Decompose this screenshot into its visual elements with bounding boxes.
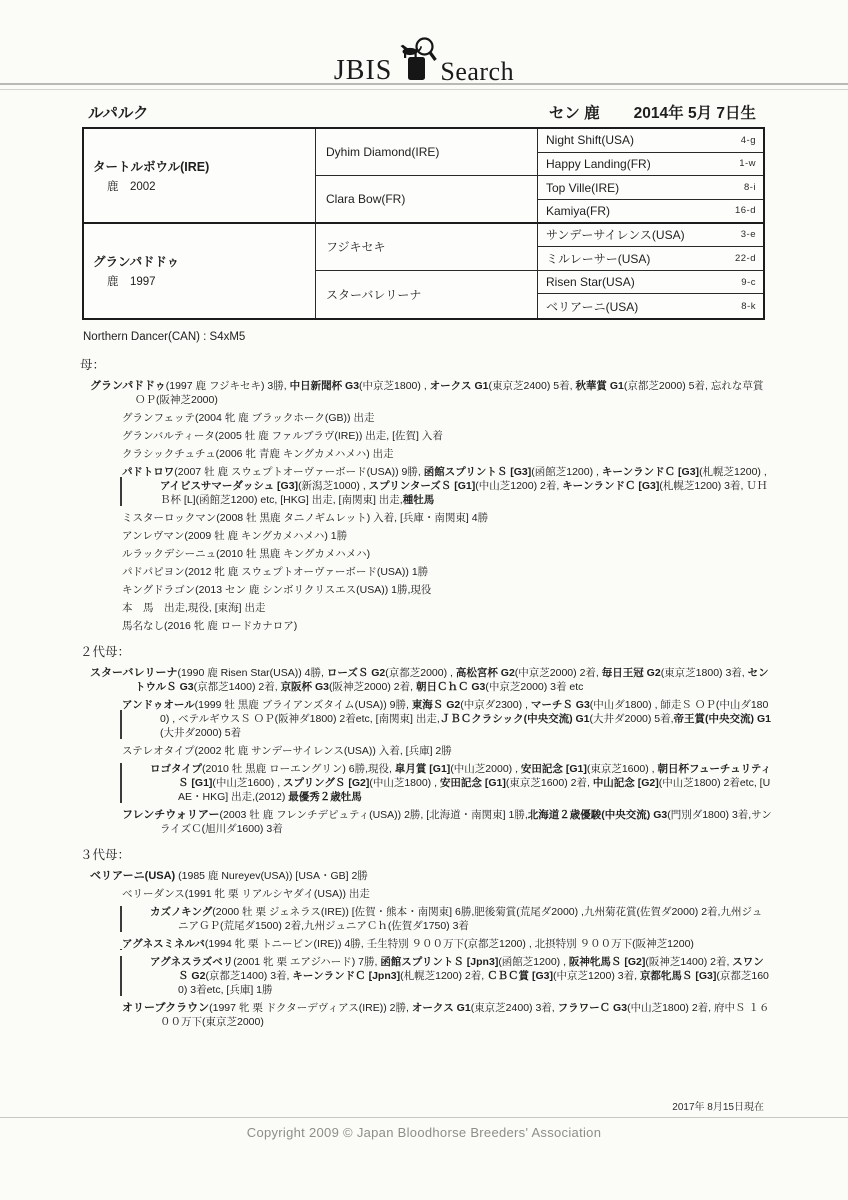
highlighted-text: 秋華賞 G1	[575, 380, 624, 392]
highlighted-text: 安田記念 [G1]	[439, 777, 506, 789]
jbis-search-logo	[0, 36, 848, 85]
entry-text: (阪神芝2000) 2着,	[329, 681, 416, 693]
highlighted-text: セントウルＳ G3	[135, 667, 769, 693]
highlighted-text: 帝王賞(中央交流) G1	[673, 713, 771, 725]
pedigree-entry	[76, 583, 772, 597]
pedigree-entry	[76, 762, 772, 804]
family-number: 1-w	[739, 158, 756, 170]
highlighted-text: フラワーＣ G3	[557, 1002, 628, 1014]
grandsire-cell	[315, 224, 537, 271]
entry-text: (中山芝1800) ,	[369, 777, 440, 789]
entry-text: (新潟芝1000) ,	[298, 480, 369, 492]
highlighted-text: 函館スプリントＳ [Jpn3]	[380, 956, 499, 968]
entry-text: (2000 牡 栗 ジェネラス(IRE)) [佐賀・熊本・南関東] 6勝,肥後菊賞(荒尾ダ2000) ,九州菊花賞(佐賀ダ2000) 2着,九州ジュニアＧＰ(荒尾ダ1500) 2着,九州ジュニアＣｈ(佐賀ダ1750) 3着	[178, 906, 763, 932]
highlighted-text: スプリンターズＳ [G1]	[368, 480, 476, 492]
entry-text: (東京芝1600) 2着,	[505, 777, 593, 789]
highlighted-text: 毎日王冠 G2	[601, 667, 661, 679]
highlighted-text: 中日新聞杯 G3	[289, 380, 360, 392]
header-divider	[0, 83, 848, 90]
highlighted-text: グランパドドゥ	[90, 380, 166, 392]
pedigree-entry	[76, 547, 772, 561]
pedigree-entry	[76, 905, 772, 933]
family-number: 9-c	[741, 276, 756, 288]
highlighted-text: フレンチウォリアー	[122, 809, 220, 821]
entry-text: (1997 牝 栗 ドクターデヴィアス(IRE)) 2勝,	[209, 1002, 412, 1014]
entry-text: グランフェッテ(2004 牝 鹿 ブラックホーク(GB)) 出走	[122, 412, 375, 424]
family-number: 4-g	[740, 134, 756, 146]
horse-magnifier-bucket-icon	[395, 36, 439, 87]
granddam-cell	[315, 176, 537, 223]
tree-connector-line	[120, 949, 122, 950]
granddam-name: スターバレリーナ	[326, 287, 422, 302]
entry-text: グランバルティータ(2005 牡 鹿 ファルブラヴ(IRE)) 出走, [佐賀] 入着	[122, 430, 443, 442]
entry-text: (中京芝1800) ,	[359, 380, 430, 392]
tree-connector-line	[120, 710, 122, 739]
highlighted-text: 阪神牝馬Ｓ [G2]	[568, 956, 646, 968]
highlighted-text: 最優秀２歳牡馬	[288, 791, 362, 803]
entry-text: (大井ダ2000) 5着,	[589, 713, 674, 725]
entry-text: (中京ダ2300) ,	[460, 699, 531, 711]
pedigree-entry	[76, 565, 772, 579]
highlighted-text: スワンＳ G2	[178, 956, 764, 982]
sire-name: タートルボウル(IRE)	[93, 159, 210, 174]
entry-text: クラシックチュチュ(2006 牝 青鹿 キングカメハメハ) 出走	[122, 448, 394, 460]
highlighted-text: 函館スプリントＳ [G3]	[423, 466, 532, 478]
entry-text: (中山ダ1800) , 師走Ｓ ＯＰ(中山ダ1800) , ベテルギウスＳ ＯＰ(阪神ダ1800) 2着etc, [南関東] 出走,	[160, 699, 769, 725]
entry-text: (東京芝1800) 3着,	[660, 667, 748, 679]
section-heading: ３代母：	[80, 848, 131, 862]
birth-date: 2014年 5月 7日生	[633, 105, 756, 122]
entry-text: (京都芝1400) 3着,	[205, 970, 293, 982]
entry-text: キングドラゴン(2013 セン 鹿 シンボリクリスエス(USA)) 1勝,現役	[122, 584, 432, 596]
entry-text: (2007 牡 鹿 スウェプトオーヴァーボード(USA)) 9勝,	[174, 466, 424, 478]
highlighted-text: 京都牝馬Ｓ [G3]	[639, 970, 717, 982]
dam-name: グランパドドゥ	[93, 255, 180, 270]
dam-coat-year: 鹿 1997	[107, 276, 156, 289]
great-grandparent-cell	[537, 200, 763, 224]
entry-text: (1985 鹿 Nureyev(USA)) [USA・GB] 2勝	[175, 870, 368, 882]
great-grandparent-cell	[537, 129, 763, 153]
entry-text: (1990 鹿 Risen Star(USA)) 4勝,	[177, 667, 327, 679]
tree-connector-line	[120, 906, 122, 932]
family-number: 8-k	[741, 300, 756, 312]
tree-connector-line	[120, 956, 122, 996]
entry-text: (札幌芝1200) ,	[699, 466, 767, 478]
entry-text: アンレヴマン(2009 牡 鹿 キングカメハメハ) 1勝	[122, 530, 348, 542]
highlighted-text: カズノキング	[150, 906, 213, 918]
inbreeding-note: Northern Dancer(CAN) : S4xM5	[83, 331, 246, 343]
highlighted-text: 高松宮杯 G2	[455, 667, 515, 679]
copyright-notice: Copyright 2009 © Japan Bloodhorse Breeders' Association	[246, 1125, 602, 1140]
horse-name: ルパルク	[88, 105, 149, 122]
entry-text: (中京芝2000) 3着 etc	[485, 681, 584, 693]
highlighted-text: ローズＳ G2	[326, 667, 386, 679]
ancestor-name: ミルレーサー(USA)	[546, 251, 651, 266]
tree-connector-line	[120, 477, 122, 506]
great-grandparent-cell	[537, 294, 763, 318]
sex-coat: セン 鹿	[548, 105, 600, 122]
grandsire-name: Dyhim Diamond(IRE)	[326, 145, 440, 160]
granddam-cell	[315, 271, 537, 318]
entry-text: (中京芝1200) 3着,	[552, 970, 640, 982]
sire-coat-year: 鹿 2002	[107, 180, 156, 193]
family-number: 3-e	[740, 229, 756, 241]
family-number: 16-d	[734, 205, 756, 217]
ancestor-name: Happy Landing(FR)	[546, 156, 651, 171]
highlighted-text: アグネスラズベリ	[150, 956, 234, 968]
pedigree-entry	[76, 529, 772, 543]
highlighted-text: ＪＢＣクラシック(中央交流) G1	[439, 713, 590, 725]
ancestor-name: Top Ville(IRE)	[546, 180, 620, 195]
pedigree-entry	[76, 666, 772, 694]
pedigree-entry	[76, 744, 772, 758]
highlighted-text: ベリアーニ(USA)	[90, 870, 176, 882]
entry-text: (函館芝1200) ,	[531, 466, 602, 478]
pedigree-entry	[76, 698, 772, 740]
pedigree-table	[82, 127, 765, 320]
footer-divider	[0, 1117, 848, 1118]
entry-text: (京都芝1600) 3着etc, [兵庫] 1勝	[178, 970, 769, 996]
highlighted-text: アイビスサマーダッシュ [G3]	[160, 480, 299, 492]
highlighted-text: キーンランドＣ [G3]	[562, 480, 660, 492]
entry-text: 本 馬 出走,現役, [東海] 出走	[122, 602, 266, 614]
ancestor-name: Night Shift(USA)	[546, 133, 635, 148]
highlighted-text: 京阪杯 G3	[280, 681, 329, 693]
highlighted-text: キーンランドＣ [G3]	[601, 466, 700, 478]
highlighted-text: オリーブクラウン	[122, 1002, 210, 1014]
pedigree-entry	[76, 465, 772, 507]
highlighted-text: 中山記念 [G2]	[592, 777, 659, 789]
entry-text: (京都芝1400) 2着,	[193, 681, 281, 693]
pedigree-entry	[76, 601, 772, 615]
grandsire-name: フジキセキ	[326, 240, 386, 255]
logo-search-text: Search	[440, 57, 515, 86]
entry-text: (大井ダ2000) 5着	[160, 727, 242, 739]
highlighted-text: スプリングＳ [G2]	[283, 777, 370, 789]
highlighted-text: 皐月賞 [G1]	[394, 763, 451, 775]
highlighted-text: 安田記念 [G1]	[520, 763, 587, 775]
great-grandparent-cell	[537, 153, 763, 177]
entry-text: (2001 牝 栗 エアジハード) 7勝,	[233, 956, 381, 968]
entry-text: ルラックデシーニュ(2010 牡 黒鹿 キングカメハメハ)	[122, 548, 371, 560]
highlighted-text: オークス G1	[429, 380, 489, 392]
pedigree-entry	[76, 511, 772, 525]
logo-jbis-text: JBIS	[333, 55, 393, 86]
ancestor-name: Kamiya(FR)	[546, 203, 611, 218]
section-heading: ２代母：	[80, 645, 131, 659]
entry-text: (2003 牡 鹿 フレンチデピュティ(USA)) 2勝, [北海道・南関東] 1勝,	[219, 809, 528, 821]
entry-text: ステレオタイプ(2002 牝 鹿 サンデーサイレンス(USA)) 入着, [兵庫] 2勝	[122, 745, 452, 757]
entry-text: (中山芝1800) 2着, 府中Ｓ １６００万下(東京芝2000)	[160, 1002, 770, 1028]
highlighted-text: 朝日ＣｈＣ G3	[415, 681, 486, 693]
granddam-name: Clara Bow(FR)	[326, 191, 406, 206]
title-row	[88, 101, 756, 123]
pedigree-entry	[76, 869, 772, 883]
pedigree-entry	[76, 887, 772, 901]
entry-text: (阪神芝1400) 2着,	[645, 956, 733, 968]
sire-cell	[84, 129, 315, 224]
pedigree-entry	[76, 447, 772, 461]
tree-connector-line	[120, 763, 122, 803]
ancestor-name: ベリアーニ(USA)	[546, 299, 639, 314]
pedigree-entry	[76, 937, 772, 951]
highlighted-text: アンドゥオール	[122, 699, 195, 711]
entry-text: (京都芝2000) 5着, 忘れな草賞 ＯＰ(阪神芝2000)	[135, 380, 764, 406]
highlighted-text: マーチＳ G3	[530, 699, 590, 711]
entry-text: (中山芝1200) 2着,	[475, 480, 563, 492]
pedigree-entry	[76, 619, 772, 633]
highlighted-text: 朝日杯フューチュリティＳ [G1]	[178, 763, 772, 789]
entry-text: (2010 牡 黒鹿 ローエングリン) 6勝,現役,	[201, 763, 395, 775]
entry-text: 馬名なし(2016 牝 鹿 ロードカナロア)	[122, 620, 298, 632]
highlighted-text: パドトロワ	[122, 466, 175, 478]
horse-attributes	[549, 101, 756, 123]
entry-text: (京都芝2000) ,	[385, 667, 456, 679]
pedigree-entry	[76, 1001, 772, 1029]
section-heading: 母：	[80, 358, 106, 372]
highlighted-text: ロゴタイプ	[150, 763, 202, 775]
great-grandparent-cell	[537, 176, 763, 200]
as-of-date: 2017年 8月15日現在	[672, 1102, 764, 1113]
entry-text: (中山芝1600) ,	[212, 777, 284, 789]
family-number: 22-d	[734, 252, 756, 264]
pedigree-entry	[76, 955, 772, 997]
pedigree-detail	[76, 354, 772, 1033]
entry-text: (東京芝2400) 5着,	[488, 380, 576, 392]
pedigree-entry	[76, 379, 772, 407]
family-number: 8-i	[743, 182, 756, 194]
great-grandparent-cell	[537, 224, 763, 248]
highlighted-text: スターバレリーナ	[90, 667, 178, 679]
entry-text: (札幌芝1200) 3着, ＵＨＢ杯 [L](函館芝1200) etc, [HKG] 出走, [南関東] 出走,	[160, 480, 768, 506]
ancestor-name: Risen Star(USA)	[546, 275, 635, 290]
pedigree-entry	[76, 808, 772, 836]
entry-text: (札幌芝1200) 2着,	[400, 970, 488, 982]
entry-text: ベリーダンス(1991 牝 栗 リアルシヤダイ(USA)) 出走	[122, 888, 370, 900]
highlighted-text: ＣＢＣ賞 [G3]	[487, 970, 553, 982]
entry-text: (1994 牝 栗 トニービン(IRE)) 4勝, 壬生特別 ９００万下(京都芝1200) , 北摂特別 ９００万下(阪神芝1200)	[204, 938, 694, 950]
entry-text: (中京芝2000) 2着,	[514, 667, 602, 679]
highlighted-text: 種牡馬	[402, 494, 435, 506]
pedigree-entry	[76, 411, 772, 425]
ancestor-name: サンデーサイレンス(USA)	[546, 228, 685, 243]
entry-text: (1999 牡 黒鹿 ブライアンズタイム(USA)) 9勝,	[194, 699, 412, 711]
entry-text: パドパピヨン(2012 牝 鹿 スウェプトオーヴァーボード(USA)) 1勝	[122, 566, 429, 578]
entry-text: ミスターロックマン(2008 牡 黒鹿 タニノギムレット) 入着, [兵庫・南関東] 4勝	[122, 512, 489, 524]
great-grandparent-cell	[537, 271, 763, 295]
highlighted-text: キーンランドＣ [Jpn3]	[292, 970, 401, 982]
highlighted-text: オークス G1	[411, 1002, 471, 1014]
entry-text: (中山芝2000) ,	[450, 763, 521, 775]
entry-text: (東京芝2400) 3着,	[470, 1002, 558, 1014]
entry-text: (東京芝1600) ,	[586, 763, 658, 775]
grandsire-cell	[315, 129, 537, 176]
highlighted-text: アグネスミネルバ	[122, 938, 205, 950]
highlighted-text: 北海道２歳優駿(中央交流) G3	[527, 809, 668, 821]
entry-text: (中山芝1800) 2着etc, [UAE・HKG] 出走,(2012)	[178, 777, 771, 803]
pedigree-entry	[76, 429, 772, 443]
dam-cell	[84, 224, 315, 319]
entry-text: (函館芝1200) ,	[498, 956, 569, 968]
entry-text: (門別ダ1800) 3着,サンライズＣ(旭川ダ1600) 3着	[160, 809, 772, 835]
entry-text: (1997 鹿 フジキセキ) 3勝,	[165, 380, 290, 392]
great-grandparent-cell	[537, 247, 763, 271]
highlighted-text: 東海Ｓ G2	[411, 699, 461, 711]
